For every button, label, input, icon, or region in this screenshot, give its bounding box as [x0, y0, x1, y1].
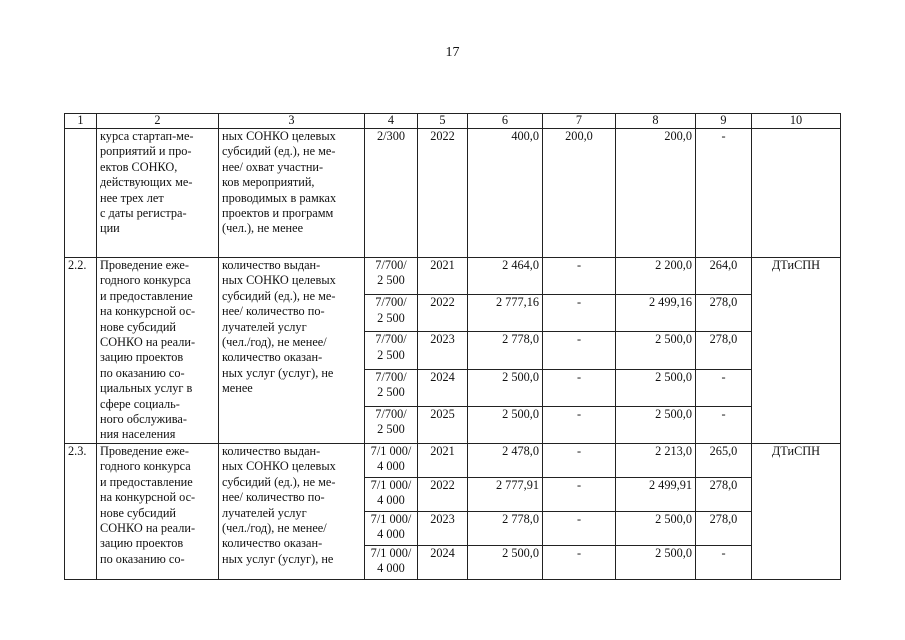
funding-col9-cell: 264,0: [696, 258, 752, 295]
funding-col7-cell: -: [543, 369, 616, 406]
indicator-cell: количество выдан- ных СОНКО целевых субсидий (ед.), не ме- нее/ количество по- лучателей услуг (чел./год), не менее/ количество оказан- ных услуг (услуг), не менее: [219, 258, 365, 444]
funding-col9-cell: 278,0: [696, 295, 752, 332]
funding-col7-cell: -: [543, 545, 616, 579]
column-number: 2: [97, 114, 219, 129]
total-amount-cell: 400,0: [468, 129, 543, 258]
table-row: [65, 443, 841, 477]
year-cell: 2024: [418, 545, 468, 579]
year-cell: 2024: [418, 369, 468, 406]
column-number: 6: [468, 114, 543, 129]
year-cell: 2022: [418, 295, 468, 332]
funding-col9-cell: -: [696, 406, 752, 443]
event-name-cell: Проведение еже- годного конкурса и предоставление на конкурсной ос- нове субсидий СОНКО на реали- зацию проектов по оказанию со- циальных услуг в сфере социаль- ного обслужива- ния населения: [97, 258, 219, 444]
target-value-cell: 7/1 000/ 4 000: [365, 545, 418, 579]
executor-cell: ДТиСПН: [752, 443, 841, 579]
target-value-cell: 7/700/ 2 500: [365, 406, 418, 443]
table-row: [65, 258, 841, 295]
funding-col9-cell: 278,0: [696, 511, 752, 545]
total-amount-cell: 2 478,0: [468, 443, 543, 477]
funding-col9-cell: 265,0: [696, 443, 752, 477]
total-amount-cell: 2 778,0: [468, 511, 543, 545]
funding-col8-cell: 2 500,0: [616, 545, 696, 579]
column-number: 1: [65, 114, 97, 129]
item-number-cell: 2.3.: [65, 443, 97, 579]
total-amount-cell: 2 778,0: [468, 332, 543, 369]
event-name-cell: курса стартап-ме- роприятий и про- ектов СОНКО, действующих ме- нее трех лет с даты регистра- ции: [97, 129, 219, 258]
total-amount-cell: 2 777,16: [468, 295, 543, 332]
total-amount-cell: 2 464,0: [468, 258, 543, 295]
funding-col9-cell: -: [696, 129, 752, 258]
funding-col8-cell: 2 500,0: [616, 332, 696, 369]
indicator-cell: ных СОНКО целевых субсидий (ед.), не ме- нее/ охват участни- ков мероприятий, проводимых в рамках проектов и программ (чел.), не менее: [219, 129, 365, 258]
funding-col8-cell: 2 213,0: [616, 443, 696, 477]
program-table: [64, 113, 841, 580]
target-value-cell: 7/1 000/ 4 000: [365, 443, 418, 477]
column-number: 8: [616, 114, 696, 129]
total-amount-cell: 2 500,0: [468, 406, 543, 443]
funding-col8-cell: 2 499,16: [616, 295, 696, 332]
column-number: 3: [219, 114, 365, 129]
funding-col7-cell: -: [543, 477, 616, 511]
year-cell: 2025: [418, 406, 468, 443]
funding-col8-cell: 2 500,0: [616, 511, 696, 545]
funding-col8-cell: 2 500,0: [616, 406, 696, 443]
target-value-cell: 7/700/ 2 500: [365, 332, 418, 369]
funding-col7-cell: -: [543, 511, 616, 545]
target-value-cell: 7/700/ 2 500: [365, 258, 418, 295]
column-number-row: [65, 114, 841, 129]
funding-col8-cell: 2 200,0: [616, 258, 696, 295]
column-number: 5: [418, 114, 468, 129]
item-number-cell: [65, 129, 97, 258]
item-number-cell: 2.2.: [65, 258, 97, 444]
column-number: 10: [752, 114, 841, 129]
year-cell: 2022: [418, 477, 468, 511]
year-cell: 2022: [418, 129, 468, 258]
funding-col9-cell: 278,0: [696, 332, 752, 369]
target-value-cell: 7/700/ 2 500: [365, 369, 418, 406]
funding-col7-cell: 200,0: [543, 129, 616, 258]
year-cell: 2021: [418, 258, 468, 295]
target-value-cell: 7/700/ 2 500: [365, 295, 418, 332]
column-number: 4: [365, 114, 418, 129]
year-cell: 2021: [418, 443, 468, 477]
funding-col7-cell: -: [543, 406, 616, 443]
year-cell: 2023: [418, 511, 468, 545]
executor-cell: ДТиСПН: [752, 258, 841, 444]
column-number: 9: [696, 114, 752, 129]
target-value-cell: 2/300: [365, 129, 418, 258]
event-name-cell: Проведение еже- годного конкурса и предоставление на конкурсной ос- нове субсидий СОНКО на реали- зацию проектов по оказанию со-: [97, 443, 219, 579]
total-amount-cell: 2 777,91: [468, 477, 543, 511]
funding-col8-cell: 2 500,0: [616, 369, 696, 406]
column-number: 7: [543, 114, 616, 129]
funding-col9-cell: -: [696, 369, 752, 406]
funding-col8-cell: 200,0: [616, 129, 696, 258]
target-value-cell: 7/1 000/ 4 000: [365, 477, 418, 511]
page-number: 17: [445, 45, 460, 60]
funding-col8-cell: 2 499,91: [616, 477, 696, 511]
funding-col9-cell: -: [696, 545, 752, 579]
funding-col9-cell: 278,0: [696, 477, 752, 511]
funding-col7-cell: -: [543, 332, 616, 369]
funding-col7-cell: -: [543, 443, 616, 477]
total-amount-cell: 2 500,0: [468, 545, 543, 579]
continuation-row: [65, 129, 841, 258]
target-value-cell: 7/1 000/ 4 000: [365, 511, 418, 545]
indicator-cell: количество выдан- ных СОНКО целевых субсидий (ед.), не ме- нее/ количество по- лучателей услуг (чел./год), не менее/ количество оказан- ных услуг (услуг), не: [219, 443, 365, 579]
total-amount-cell: 2 500,0: [468, 369, 543, 406]
funding-col7-cell: -: [543, 258, 616, 295]
funding-col7-cell: -: [543, 295, 616, 332]
executor-cell: [752, 129, 841, 258]
year-cell: 2023: [418, 332, 468, 369]
